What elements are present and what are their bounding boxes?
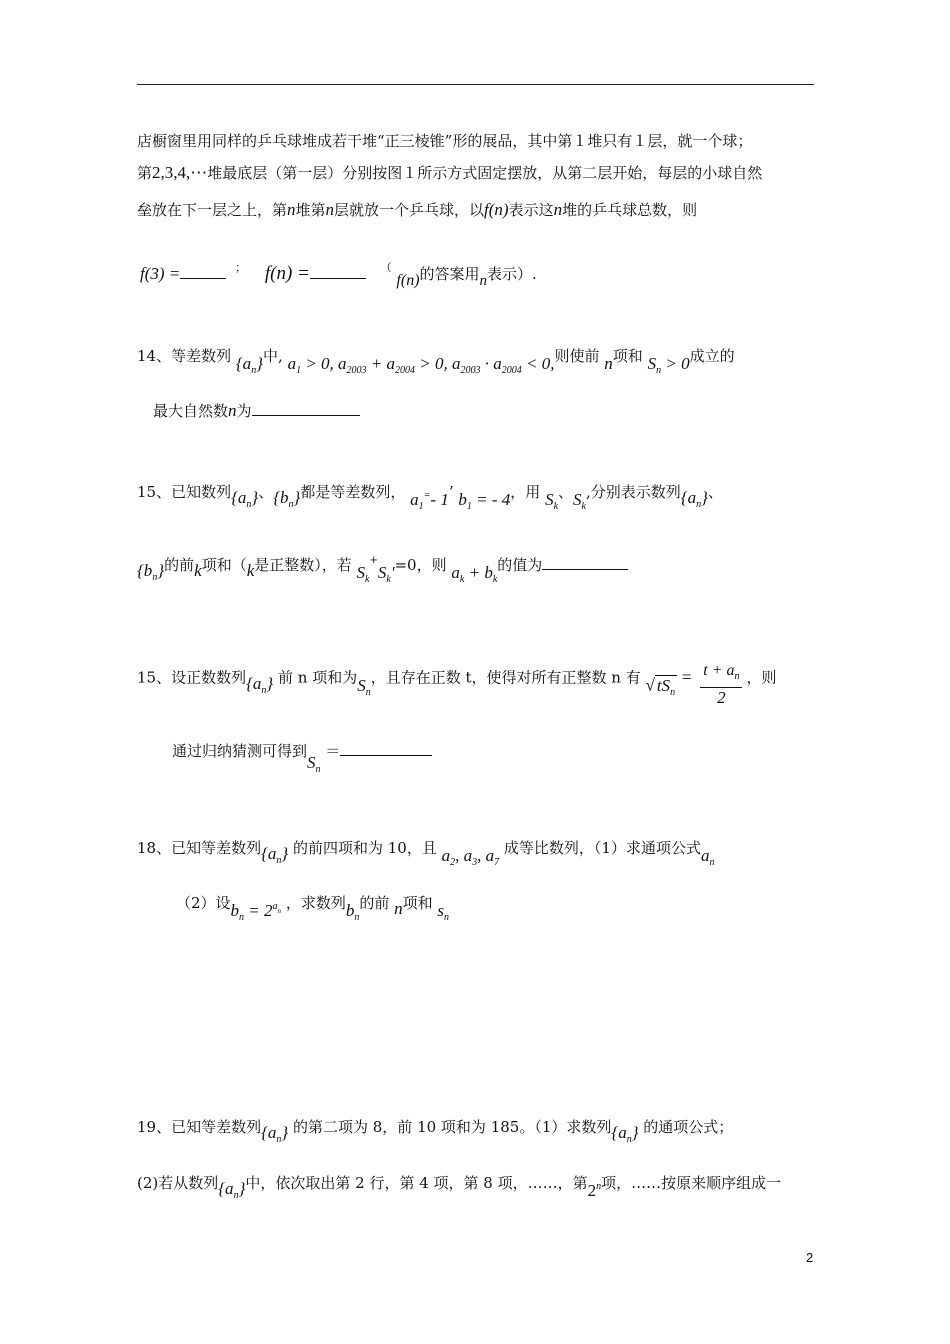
f3-expr: f(3) = — [140, 264, 181, 283]
p13-line2 — [137, 163, 762, 183]
p13-text-c: 层就放一个乒乓球，以 — [334, 201, 485, 219]
p15a-xianghe: 项和（ — [201, 556, 247, 574]
p19-number: 19、已知等差数列 — [137, 1118, 262, 1136]
sub-k: k — [581, 501, 586, 512]
p15a-zhiwei: 的值为 — [497, 556, 543, 574]
var-n: n — [228, 401, 237, 420]
bn-eq: = 2 — [248, 901, 273, 920]
dun: 、 — [258, 483, 274, 501]
a1: a — [410, 490, 419, 509]
sub-2003: 2003 — [460, 365, 481, 376]
seq-an: $\{a_n\}$ — [261, 1123, 289, 1145]
seq-an: $\{a_n\}$ — [231, 488, 259, 510]
sub-2004: 2004 — [395, 365, 416, 376]
seq-an: $\{a_n\}$ — [680, 488, 708, 510]
var-n: n — [287, 200, 296, 219]
eq-neg4: = - 4 — [476, 490, 511, 509]
p14-line2 — [153, 401, 360, 421]
page-number: 2 — [806, 1250, 814, 1265]
p15a-shi: 是正整数），若 — [254, 556, 352, 574]
gt-zero: > 0 — [665, 354, 690, 373]
plus-b: + b — [468, 563, 493, 582]
p13-line2-post: 堆最底层（第一层）分别按图１所示方式固定摆放，从第二层开始，每层的小球自然 — [207, 164, 763, 182]
var-k: k — [246, 561, 255, 580]
sub-1: 1 — [296, 365, 302, 376]
var-n: n — [553, 200, 563, 219]
p19-line2-mid: 中，依次取出第 2 行，第 4 项，第 8 项，……，第 — [245, 1174, 588, 1192]
p13-text-b: 堆第 — [295, 201, 326, 219]
dun: 、 — [707, 483, 723, 501]
p15a-dou: 都是等差数列， — [300, 483, 406, 501]
p15b-rest: ，且存在正数 t，使得对所有正整数 n 有 — [370, 668, 641, 687]
sub-1: 1 — [418, 501, 424, 512]
lt-zero: < 0, — [526, 354, 555, 373]
p19-text2: 的通项公式； — [643, 1118, 734, 1136]
answer-blank — [310, 264, 366, 279]
p18-text2: ，求数列 — [285, 894, 346, 912]
p14-then: 则使前 — [554, 347, 600, 365]
sub-1: 1 — [466, 501, 472, 512]
p13-text-d: 表示这 — [508, 201, 554, 219]
p18-text4: 项和 — [402, 894, 433, 912]
fraction: $\frac{t + a_n}{2}$ — [700, 661, 742, 708]
p13-line1-text: 店橱窗里用同样的乒乓球堆成若干堆“正三棱锥”形的展品，其中第１堆只有１层，就一个球； — [137, 132, 753, 150]
p13-seq: 2,3,4,⋯ — [152, 163, 208, 182]
eq-sign: ＝ — [325, 742, 341, 760]
p15a-eq0: =0，则 — [394, 556, 447, 574]
p15a-line2: $\{b_n\}$的前k项和（k是正整数），若 $S_k^+S_k'=0$，则 $a_k + b_k$的值为 — [137, 551, 628, 590]
header-rule — [137, 84, 814, 85]
seq-bn: $\{b_n\}$ — [273, 488, 301, 510]
seq-an: $\{a_n\}$ — [261, 844, 289, 866]
frac-num: t + a — [703, 662, 735, 679]
semicolon: ； — [235, 261, 247, 274]
p15b-line1: 15、设正数数列$\{a_n\}$ 前 n 项和为$S_n$，且存在正数 t，使得对所有正整数 n 有 √ $tS_n$ = $\frac{t + a_n}{2}$ ，则 — [137, 662, 777, 707]
p15a-number: 15、已知数列 — [137, 483, 232, 501]
an: $a_n$ — [700, 846, 715, 868]
var-n: n — [325, 200, 335, 219]
terms-a2-a3-a7: $a_2$, $a_3$, $a_7$ — [441, 846, 500, 868]
fn-symbol: f(n) — [396, 272, 420, 289]
S: S — [647, 354, 657, 373]
p18-line2: （2）设$b_n = 2^{a_n}$ ，求数列$b_n$的前 n项和 $s_n$ — [176, 894, 450, 923]
p15b-line2 — [172, 741, 432, 780]
a1: a — [287, 354, 297, 373]
p14-line2-post: 为 — [236, 402, 252, 420]
dun: 、 — [558, 483, 574, 501]
p18-text3: 的前 — [359, 894, 390, 912]
p15a-yong: ，用 — [510, 483, 541, 501]
seq-an: $\{a_n\}$ — [246, 673, 274, 696]
p19-line1 — [137, 1117, 733, 1150]
p15a-fenbie: ,分别表示数列 — [586, 483, 681, 501]
p14-xianghe: 项和 — [612, 347, 643, 365]
brace-close: } — [256, 354, 263, 373]
var-n: n — [479, 273, 488, 289]
neg-one: - 1 — [430, 490, 449, 509]
answer-blank — [252, 401, 360, 416]
sub-2004: 2004 — [501, 365, 522, 376]
p14-number: 14、等差数列 — [137, 347, 232, 365]
b1: b — [458, 490, 467, 509]
sqrt-tS: tS — [656, 675, 671, 695]
cond-text: > 0, a — [305, 354, 347, 373]
plus-a: + a — [370, 354, 396, 373]
answer-blank — [542, 555, 628, 570]
note-end: 表示）. — [487, 265, 537, 283]
p19-line2 — [137, 1173, 781, 1206]
fn-symbol: f(n) — [484, 200, 509, 219]
comma: ’ — [448, 483, 454, 501]
p18-text1: 的前四项和为 10，且 — [293, 839, 437, 857]
sub-n: n — [251, 365, 257, 376]
Sk: S — [545, 490, 554, 509]
sub-n: n — [656, 365, 662, 376]
seq-an: $\{a_n\}$ — [218, 1179, 246, 1201]
frac-den: 2 — [717, 688, 726, 707]
p13-line4 — [140, 258, 537, 291]
seq-an: $\{a_n\}$ — [611, 1123, 639, 1145]
Sn: $S_n$ — [307, 753, 321, 775]
note-mid: 的答案用 — [419, 265, 480, 283]
eq-sign: = — [423, 490, 431, 501]
note-open: （ — [380, 261, 392, 274]
two-pow-n: 2$^n$ — [587, 1181, 602, 1200]
plus: + — [369, 555, 378, 566]
Sn: $S_n$ — [357, 675, 371, 698]
dot-a: · a — [484, 354, 502, 373]
p15b-line2-text: 通过归纳猜测可得到 — [172, 742, 308, 760]
p13-line1 — [137, 131, 752, 151]
p19-text1: 的第二项为 8，前 10 项和为 185。（1）求数列 — [293, 1118, 612, 1136]
p13-line3 — [137, 200, 697, 220]
sub-k: k — [553, 501, 559, 512]
var-n: n — [394, 899, 403, 918]
p15a-line1 — [137, 482, 723, 517]
p15b-number: 15、设正数数列 — [137, 668, 247, 687]
Sk-prime: $S_k'$ — [377, 563, 395, 585]
p13-line2-pre: 第 — [137, 164, 153, 182]
p14-zhong: 中, — [263, 347, 283, 365]
fn-eq-expr: f(n) = — [264, 263, 310, 284]
p14-line2-pre: 最大自然数 — [153, 402, 229, 420]
p13-text-e: 堆的乒乓球总数，则 — [562, 201, 698, 219]
p15b-ze: ，则 — [746, 668, 777, 687]
p14-chengli: 成立的 — [689, 347, 735, 365]
bn: $b_n$ — [345, 901, 360, 923]
answer-blank — [340, 741, 432, 756]
p14-line1 — [137, 346, 735, 381]
sub-2003: 2003 — [346, 365, 367, 376]
p19-line2-pre: (2)若从数列 — [137, 1174, 219, 1192]
p18-chengbi: 成等比数列，（1）求通项公式 — [503, 839, 701, 857]
eq-sign: = — [681, 667, 692, 687]
sn: $s_n$ — [437, 901, 450, 923]
p13-text-a: 垒放在下一层之上，第 — [137, 201, 288, 219]
p15b-qian: 前 n 项和为 — [278, 668, 358, 687]
p18-line1 — [137, 838, 714, 873]
p18-line2-pre: （2）设 — [176, 894, 231, 912]
p19-line2-post: 项，……按原来顺序组成一 — [601, 1174, 782, 1192]
p18-number: 18、已知等差数列 — [137, 839, 262, 857]
var-k: k — [194, 561, 202, 580]
gt-a: > 0, a — [419, 354, 461, 373]
answer-blank — [180, 264, 226, 279]
var-n: n — [604, 354, 613, 373]
seq-an: {a — [235, 354, 252, 373]
p15a-qian: 的前 — [164, 556, 195, 574]
seq-bn: $\{b_n\}$ — [137, 561, 165, 583]
Sk-prime: S — [573, 490, 582, 509]
